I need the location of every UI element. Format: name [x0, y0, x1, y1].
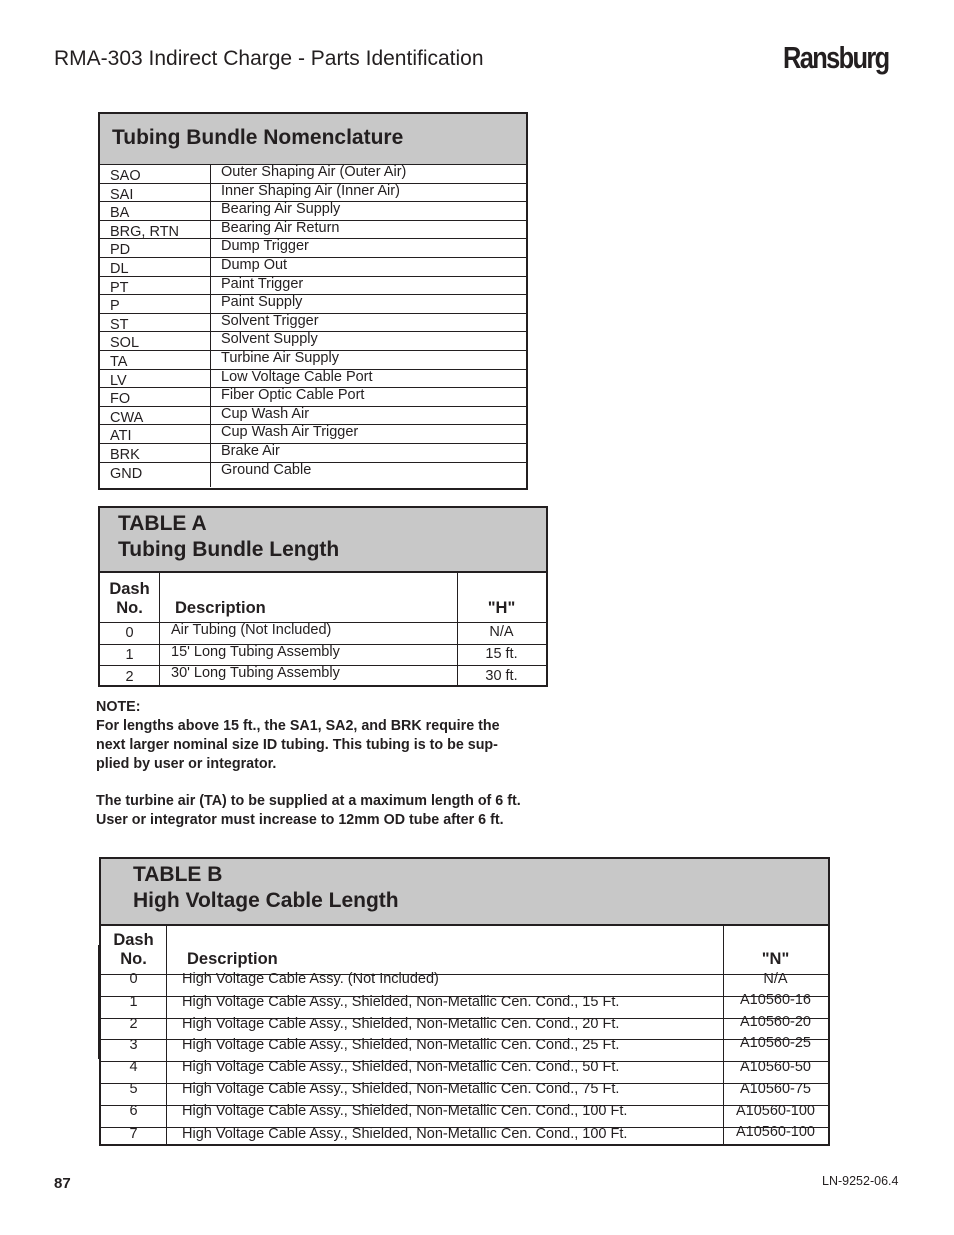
- table-b: [99, 857, 830, 1146]
- table-row: [100, 623, 546, 645]
- table-b-body: [101, 971, 828, 1147]
- table-row: [100, 463, 526, 482]
- nomenclature-rows: [100, 165, 526, 481]
- column-header-dash: [100, 580, 159, 618]
- table-row: [100, 645, 546, 667]
- abbreviation: CWA: [110, 409, 144, 426]
- note-line: For lengths above 15 ft., the SA1, SA2, and BRK require the: [96, 718, 500, 734]
- table-row: [100, 407, 526, 426]
- table-row: [100, 239, 526, 258]
- abbreviation-description: Low Voltage Cable Port: [221, 368, 373, 385]
- table-b-column-headers: [101, 926, 828, 975]
- abbreviation: BRK: [110, 446, 140, 463]
- page-number: 87: [54, 1175, 71, 1192]
- note-line: The turbine air (TA) to be supplied at a maximum length of 6 ft.: [96, 793, 521, 809]
- column-header-dash: [101, 931, 166, 969]
- column-header-description: Description: [187, 950, 278, 968]
- dash-number: 0: [129, 971, 138, 987]
- column-divider: [159, 573, 160, 685]
- abbreviation: PT: [110, 279, 129, 296]
- abbreviation: DL: [110, 260, 129, 277]
- abbreviation-description: Bearing Air Return: [221, 219, 340, 236]
- column-divider: [210, 165, 211, 487]
- n-value: A10560-75: [740, 1081, 811, 1097]
- column-header-n: "N": [761, 950, 790, 968]
- dash-number: 5: [129, 1081, 138, 1097]
- note-line: plied by user or integrator.: [96, 756, 277, 772]
- table-row: [100, 666, 546, 688]
- revision-bar: [98, 945, 101, 1059]
- row-description: High Voltage Cable Assy., Shielded, Non-Metallic Cen. Cond., 100 Ft.: [182, 1125, 628, 1142]
- n-value: N/A: [763, 971, 788, 987]
- table-a-header: [100, 508, 546, 573]
- row-description: High Voltage Cable Assy., Shielded, Non-Metallic Cen. Cond., 100 Ft.: [182, 1102, 628, 1119]
- table-row: [100, 184, 526, 203]
- abbreviation: BRG, RTN: [110, 223, 180, 240]
- abbreviation-description: Fiber Optic Cable Port: [221, 387, 365, 404]
- table-row: [100, 258, 526, 277]
- column-header-h: "H": [487, 599, 516, 617]
- n-value: A10560-100: [735, 1123, 815, 1140]
- dash-number: 7: [129, 1125, 138, 1142]
- column-divider: [166, 926, 167, 1144]
- table-row: [100, 295, 526, 314]
- abbreviation: SAO: [110, 168, 141, 184]
- abbreviation-description: Dump Out: [221, 256, 288, 273]
- abbreviation-description: Bearing Air Supply: [221, 201, 341, 218]
- table-row: [101, 1123, 828, 1150]
- dash-number: 1: [129, 993, 138, 1010]
- abbreviation-description: Inner Shaping Air (Inner Air): [221, 182, 400, 199]
- row-description: High Voltage Cable Assy., Shielded, Non-Metallic Cen. Cond., 15 Ft.: [182, 993, 620, 1010]
- dash-number: 2: [125, 669, 134, 685]
- document-code: LN-9252-06.4: [822, 1174, 899, 1188]
- row-description: High Voltage Cable Assy., Shielded, Non-Metallic Cen. Cond., 75 Ft.: [182, 1081, 620, 1097]
- table-a-title: [118, 511, 339, 563]
- dash-number: 0: [125, 625, 134, 641]
- row-description: High Voltage Cable Assy., Shielded, Non-Metallic Cen. Cond., 20 Ft.: [182, 1015, 620, 1032]
- dash-number: 3: [129, 1037, 138, 1054]
- dash-number: 6: [129, 1102, 138, 1119]
- column-header-dash-line2: No.: [120, 950, 147, 968]
- table-row: [100, 314, 526, 333]
- nomenclature-header: [100, 114, 526, 165]
- table-row: [100, 221, 526, 240]
- row-description: High Voltage Cable Assy., Shielded, Non-Metallic Cen. Cond., 50 Ft.: [182, 1059, 620, 1076]
- abbreviation-description: Cup Wash Air Trigger: [221, 424, 359, 441]
- abbreviation-description: Brake Air: [221, 442, 280, 459]
- row-description: 15' Long Tubing Assembly: [171, 643, 340, 660]
- abbreviation: FO: [110, 391, 131, 408]
- table-a-column-headers: [100, 573, 546, 623]
- column-divider: [457, 573, 458, 685]
- table-row: [100, 351, 526, 370]
- note-heading: NOTE:: [96, 699, 141, 715]
- table-a-title-line2: Tubing Bundle Length: [118, 538, 340, 561]
- row-description: 30' Long Tubing Assembly: [171, 665, 340, 681]
- dash-number: 4: [129, 1059, 138, 1076]
- dash-number: 2: [129, 1015, 138, 1032]
- abbreviation: ST: [110, 316, 129, 333]
- table-row: [100, 332, 526, 351]
- h-value: 15 ft.: [485, 645, 518, 662]
- n-value: A10560-20: [740, 1013, 811, 1030]
- table-a-title-line1: TABLE A: [118, 512, 207, 535]
- abbreviation-description: Solvent Supply: [221, 331, 318, 348]
- abbreviation-description: Paint Supply: [221, 294, 303, 311]
- table-a: [98, 506, 548, 687]
- abbreviation: SAI: [110, 186, 134, 203]
- column-header-description: Description: [175, 599, 266, 617]
- column-header-dash-line1: Dash: [113, 931, 154, 949]
- abbreviation-description: Turbine Air Supply: [221, 349, 339, 366]
- table-b-header: [101, 859, 828, 926]
- nomenclature-title: Tubing Bundle Nomenclature: [112, 126, 404, 149]
- table-row: [100, 444, 526, 463]
- table-b-title-line1: TABLE B: [133, 863, 223, 886]
- abbreviation-description: Solvent Trigger: [221, 312, 319, 329]
- table-row: [100, 425, 526, 444]
- n-value: A10560-50: [740, 1059, 811, 1076]
- table-a-body: [100, 623, 546, 687]
- row-description: High Voltage Cable Assy., Shielded, Non-Metallic Cen. Cond., 25 Ft.: [182, 1037, 620, 1054]
- dash-number: 1: [125, 646, 134, 663]
- n-value: A10560-16: [740, 991, 811, 1008]
- table-b-title-line2: High Voltage Cable Length: [133, 889, 399, 912]
- abbreviation: PD: [110, 242, 131, 259]
- column-header-dash-line1: Dash: [109, 580, 150, 598]
- abbreviation: SOL: [110, 335, 140, 352]
- h-value: N/A: [489, 624, 514, 640]
- table-row: [100, 277, 526, 296]
- abbreviation-description: Ground Cable: [221, 461, 312, 478]
- abbreviation: GND: [110, 465, 143, 482]
- table-row: [101, 1102, 828, 1128]
- note-line: User or integrator must increase to 12mm OD tube after 6 ft.: [96, 812, 504, 828]
- column-header-dash-line2: No.: [116, 599, 143, 617]
- n-value: A10560-100: [735, 1102, 815, 1119]
- abbreviation: P: [110, 298, 120, 315]
- abbreviation: ATI: [110, 428, 132, 445]
- table-row: [100, 202, 526, 221]
- abbreviation: TA: [110, 353, 128, 370]
- abbreviation-description: Paint Trigger: [221, 275, 304, 292]
- row-description: Air Tubing (Not Included): [171, 622, 332, 638]
- table-row: [100, 370, 526, 389]
- abbreviation: BA: [110, 205, 130, 222]
- page-title: RMA-303 Indirect Charge - Parts Identification: [54, 47, 484, 70]
- n-value: A10560-25: [740, 1035, 811, 1052]
- note-line: next larger nominal size ID tubing. This tubing is to be sup-: [96, 737, 498, 753]
- column-divider: [723, 926, 724, 1144]
- h-value: 30 ft.: [485, 668, 518, 684]
- table-b-title: [133, 862, 399, 914]
- nomenclature-table: [98, 112, 528, 490]
- abbreviation-description: Dump Trigger: [221, 238, 309, 255]
- table-row: [100, 165, 526, 184]
- row-description: High Voltage Cable Assy. (Not Included): [182, 971, 439, 987]
- abbreviation-description: Outer Shaping Air (Outer Air): [221, 164, 407, 180]
- abbreviation-description: Cup Wash Air: [221, 405, 310, 422]
- abbreviation: LV: [110, 372, 127, 389]
- brand-logo: Ransburg: [783, 40, 889, 75]
- table-row: [100, 388, 526, 407]
